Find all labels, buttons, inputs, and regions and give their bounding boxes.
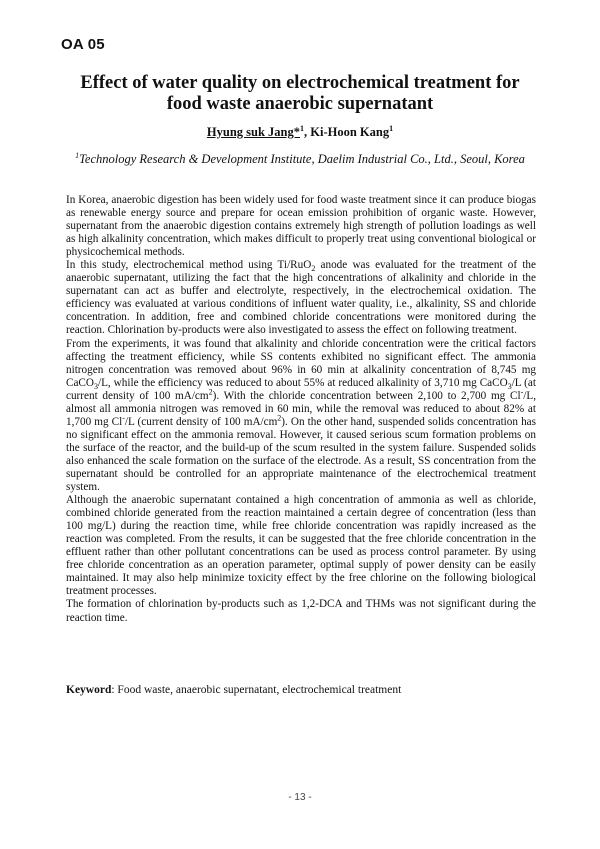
page-number: - 13 - <box>288 792 312 803</box>
abstract-body <box>66 194 536 625</box>
keyword-label: Keyword <box>66 684 112 696</box>
text-run: /L, while the efficiency was reduced to about 55% at reduced alkalinity of 3,710 mg CaCO <box>97 376 508 389</box>
text-run: /L (current density of 100 mA/cm <box>124 415 278 428</box>
superscript: - <box>520 386 524 396</box>
abstract-paragraph-2 <box>66 259 536 337</box>
text-run: ). With the chloride concentration between 2,100 to 2,700 mg Cl <box>212 389 521 402</box>
author-2-affiliation-mark: 1 <box>389 123 394 133</box>
affiliation <box>40 152 560 167</box>
superscript: 2 <box>208 386 213 396</box>
text-run: /L (at current density of 100 mA/cm <box>66 376 536 402</box>
paper-title <box>40 73 560 115</box>
superscript: - <box>122 413 125 423</box>
keywords <box>66 684 536 696</box>
text-run: /L, almost all ammonia nitrogen was removed in 60 min, while the removal was reduced to about 82% at 1,700 mg Cl <box>66 389 536 428</box>
subscript: 3 <box>507 381 512 391</box>
abstract-paragraph-1: In Korea, anaerobic digestion has been widely used for food waste treatment since it can produce biogas as renewable energy source and prepare for ocean emission prohibition of organic waste. However, supernatant from the anaerobic digestion contains extremely high strength of pollution loadings as well as high alkalinity concentration, which makes difficult to properly treat using conventional biological or physicochemical methods. <box>66 194 536 259</box>
abstract-paragraph-5: The formation of chlorination by-products such as 1,2-DCA and THMs was not significant during the reaction time. <box>66 598 536 624</box>
subscript: 3 <box>93 381 98 391</box>
text-run: In this study, electrochemical method using Ti/RuO <box>66 259 312 272</box>
abstract-paragraph-3 <box>66 338 536 495</box>
superscript: 2 <box>277 413 282 423</box>
author-list <box>40 125 560 140</box>
abstract-paragraph-4: Although the anaerobic supernatant contained a high concentration of ammonia as well as chloride, combined chloride generated from the reaction maintained a certain degree of concentration (less than 100 mg/L) during the reaction time, while free chloride concentration was rapidly increased as the reaction was completed. From the results, it can be suggested that the free chloride concentration in the effluent rather than other pollutant concentrations can be used as process control parameter. By using free chloride concentration as an operation parameter, optimal supply of power density can be easily maintained. It may also help minimize toxicity effect by the free chlorine on the following biological treatment processes. <box>66 494 536 598</box>
affiliation-mark: 1 <box>75 150 80 160</box>
text-run: From the experiments, it was found that alkalinity and chloride concentration were the critical factors affecting the treatment efficiency, while SS contents exhibited no significant effect. The ammonia nitrogen concentration was removed about 96% in 60 min at alkalinity concentration of 8,745 mg CaCO <box>66 337 536 389</box>
author-2-name: Ki-Hoon Kang <box>310 125 390 139</box>
affiliation-text: Technology Research & Development Institute, Daelim Industrial Co., Ltd., Seoul, Korea <box>79 152 525 166</box>
title-line-1: Effect of water quality on electrochemical treatment for <box>80 73 520 93</box>
session-code: OA 05 <box>61 36 105 53</box>
subscript: 2 <box>311 264 316 274</box>
author-1-affiliation-mark: 1 <box>300 123 304 133</box>
author-1-name: Hyung suk Jang* <box>206 125 300 139</box>
keyword-text: : Food waste, anaerobic supernatant, electrochemical treatment <box>111 684 402 696</box>
text-run: ). On the other hand, suspended solids concentration has no significant effect on the ammonia removal. However, it caused serious scum formation problems on the surface of the reactor, and the build-up of the scum resulted in the system failure. Suspended solids also enhanced the scale formation on the surface of the electrode. As a result, SS concentration from the supernatant should be controlled for an appropriate maintenance of the electrochemical treatment system. <box>66 415 536 494</box>
title-line-2: food waste anaerobic supernatant <box>166 94 434 114</box>
author-separator: , <box>304 125 311 139</box>
text-run: anode was evaluated for the treatment of the anaerobic supernatant, utilizing the fact that the high concentrations of alkalinity and chloride in the supernatant can act as buffer and electrolyte, respectively, in the electrochemical oxidation. The efficiency was evaluated at various conditions of influent water quality, i.e., alkalinity, SS and chloride concentration. In addition, free and combined chloride concentrations were monitored during the reaction. Chlorination by-products were also investigated to assess the effect on following treatment. <box>66 259 536 337</box>
